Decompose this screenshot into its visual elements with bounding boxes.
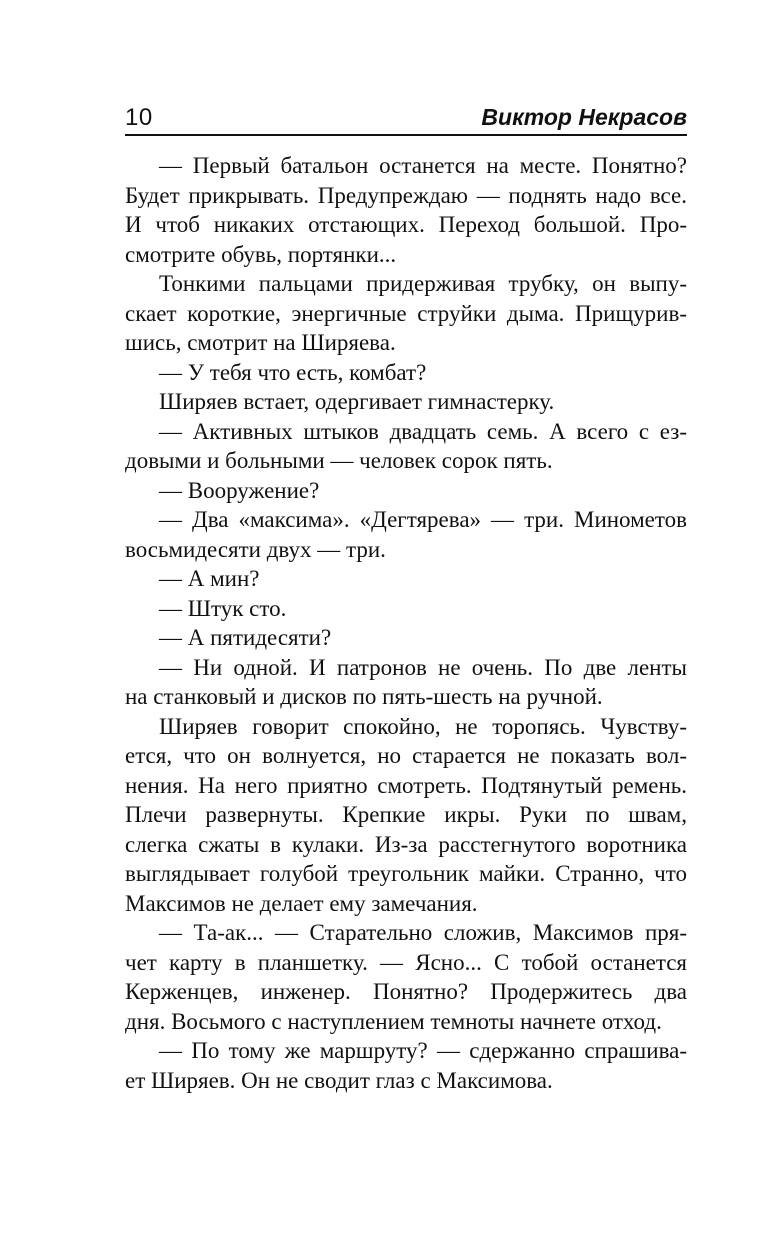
paragraph (125, 594, 687, 624)
paragraph (125, 623, 687, 653)
text-line: довыми и больными — человек сорок пять. (125, 448, 553, 473)
text-line: — Штук сто. (159, 595, 287, 621)
text-line: восьмидесяти двух — три. (125, 536, 386, 562)
text-line: — Ни одной. И патронов не очень. По две ленты (159, 654, 687, 680)
text-line: Тонкими пальцами придерживая трубку, он выпу- (159, 271, 687, 296)
text-line: — Активных штыков двадцать семь. А всего с ез- (159, 418, 687, 444)
author-name: Виктор Некрасов (481, 104, 687, 130)
text-line: Ширяев говорит спокойно, не торопясь. Чувству- (159, 713, 687, 739)
page-number: 10 (125, 104, 153, 131)
text-line: И чтоб никаких отстающих. Переход большой. Про- (125, 212, 687, 237)
text-line: смотрите обувь, портянки... (125, 241, 397, 267)
text-line: — Вооружение? (159, 477, 320, 503)
text-line: шись, смотрит на Ширяева. (125, 330, 396, 355)
text-line: на станковый и дисков по пять-шесть на ручной. (125, 684, 603, 709)
text-line: — Та-ак... — Старательно сложив, Максимов пря- (159, 920, 687, 945)
paragraph (125, 918, 687, 1036)
paragraph (125, 505, 687, 564)
text-line: Будет прикрывать. Предупреждаю — поднять надо все. (125, 182, 687, 208)
paragraph (125, 564, 687, 594)
text-line: слегка сжаты в кулаки. Из-за расстегнутого воротника (125, 831, 687, 857)
text-line: Ширяев встает, одергивает гимнастерку. (159, 389, 555, 414)
paragraph (125, 712, 687, 919)
text-line: — Первый батальон останется на месте. Понятно? (159, 153, 687, 178)
text-line: Максимов не делает ему замечания. (125, 890, 478, 916)
text-line: Плечи развернуты. Крепкие икры. Руки по швам, (125, 802, 687, 827)
text-line: ется, что он волнуется, но старается не показать вол- (125, 743, 687, 768)
paragraph (125, 269, 687, 358)
text-line: ет Ширяев. Он не сводит глаз с Максимова. (125, 1067, 553, 1093)
text-line: чет карту в планшетку. — Ясно... С тобой останется (125, 949, 687, 975)
running-head (125, 100, 687, 136)
text-line: Керженцев, инженер. Понятно? Продержитесь два (125, 979, 687, 1004)
text-line: — А мин? (159, 566, 260, 591)
paragraph (125, 151, 687, 269)
paragraph (125, 358, 687, 388)
paragraph (125, 653, 687, 712)
text-line: выглядывает голубой треугольник майки. Странно, что (125, 861, 687, 886)
text-line: — Два «максима». «Дегтярева» — три. Минометов (159, 507, 687, 532)
text-line: — У тебя что есть, комбат? (159, 359, 427, 385)
body-text (125, 151, 687, 1095)
paragraph (125, 1036, 687, 1095)
text-line: нения. На него приятно смотреть. Подтянутый ремень. (125, 772, 687, 798)
text-line: — А пятидесяти? (159, 625, 332, 650)
text-line: — По тому же маршруту? — сдержанно спрашива- (159, 1038, 687, 1063)
text-line: дня. Восьмого с наступлением темноты начнете отход. (125, 1008, 662, 1034)
paragraph (125, 417, 687, 476)
paragraph (125, 387, 687, 417)
text-line: скает короткие, энергичные струйки дыма. Прищурив- (125, 300, 687, 326)
paragraph (125, 476, 687, 506)
